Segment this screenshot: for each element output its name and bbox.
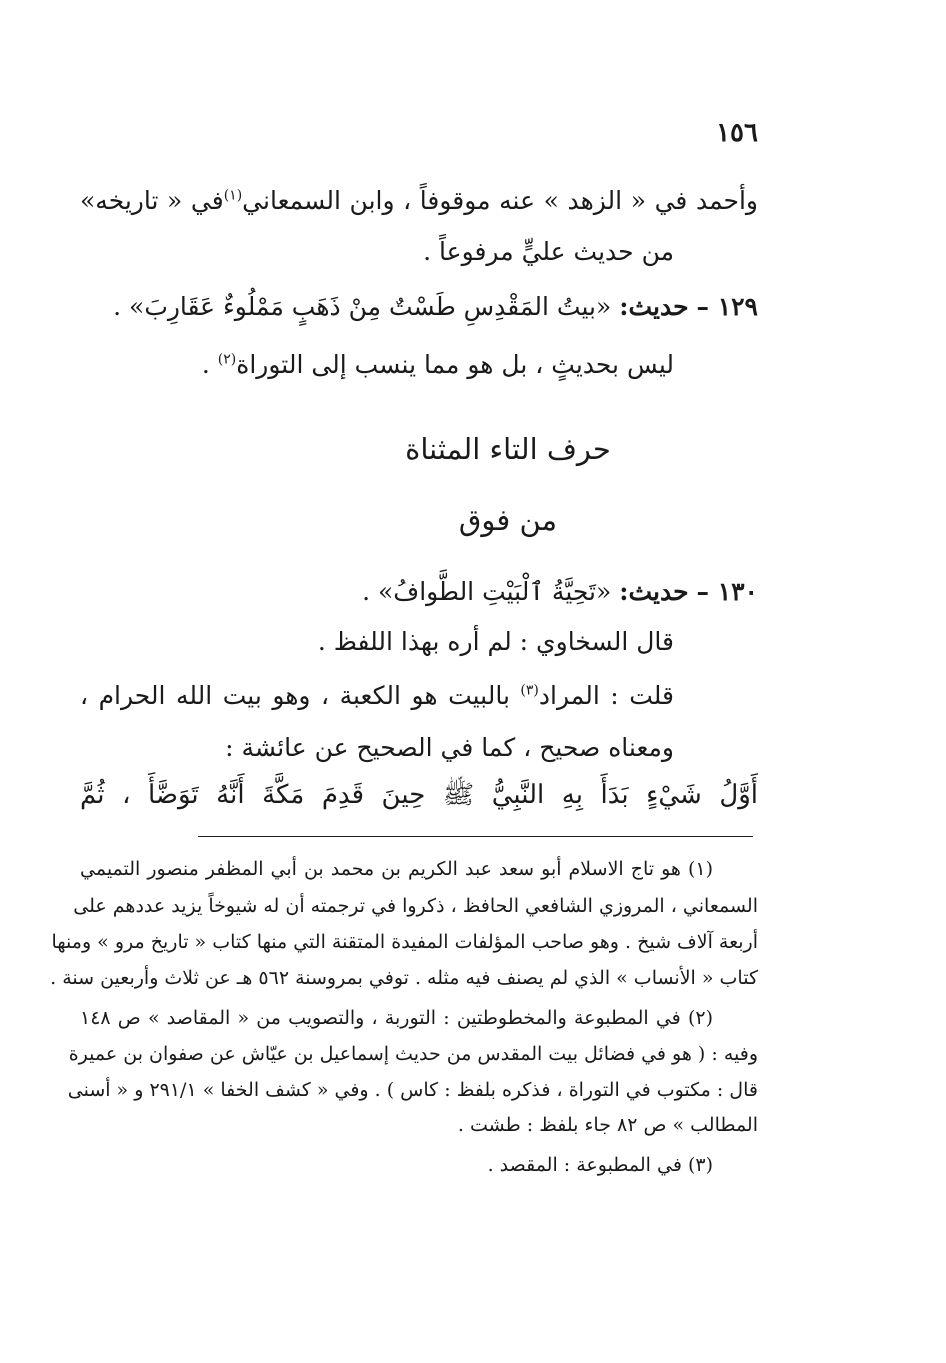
footnote-1-line-1: (١) هو تاج الاسلام أبو سعد عبد الكريم بن محمد بن أبي المظفر منصور التميمي bbox=[80, 858, 713, 880]
line-text-end: في « تاريخه» bbox=[80, 186, 224, 215]
text-line-1 bbox=[80, 186, 758, 215]
entry-label: حديث: bbox=[619, 292, 689, 321]
footnote-2-line-3: قال : مكتوب في التوراة ، فذكره بلفظ : كاس ) . وفي « كشف الخفا » ٢٩١/١ و « أسنى bbox=[67, 1079, 758, 1101]
footnote-1-line-3: أربعة آلاف شيخ . وهو صاحب المؤلفات المفيدة المتقنة التي منها كتاب « تاريخ مرو » ومنها bbox=[51, 931, 758, 953]
comment-end: . bbox=[201, 350, 218, 379]
page-number: ١٥٦ bbox=[716, 118, 758, 148]
footnote-1-line-2: السمعاني ، المروزي الشافعي الحافظ ، ذكروا في ترجمته أن له شيوخاً يزيد عددهم على bbox=[73, 895, 758, 917]
hadith-entry-130 bbox=[362, 577, 758, 606]
line-text: قلت : المراد bbox=[538, 681, 674, 710]
footnote-ref-2[interactable]: (٢) bbox=[217, 351, 237, 368]
entry-130-line-3: ومعناه صحيح ، كما في الصحيح عن عائشة : bbox=[225, 733, 674, 762]
footnote-2-line-1: (٢) في المطبوعة والمخطوطتين : التوربة ، والتصويب من « المقاصد » ص ١٤٨ bbox=[80, 1007, 713, 1029]
footnote-3-line-1: (٣) في المطبوعة : المقصد . bbox=[487, 1154, 713, 1176]
footnote-ref-3[interactable]: (٣) bbox=[520, 682, 539, 699]
section-heading: حرف التاء المثناة bbox=[405, 432, 611, 466]
section-subheading: من فوق bbox=[458, 503, 558, 537]
line-text-end: بالبيت هو الكعبة ، وهو بيت الله الحرام ، bbox=[80, 681, 521, 710]
footnote-divider bbox=[198, 836, 753, 837]
entry-129-comment bbox=[202, 350, 674, 379]
comment-text: ليس بحديثٍ ، بل هو مما ينسب إلى التوراة bbox=[236, 350, 674, 379]
entry-number: ١٢٩ – bbox=[696, 292, 758, 321]
entry-130-line-2 bbox=[80, 681, 674, 710]
footnote-2-line-2: وفيه : ( هو في فضائل بيت المقدس من حديث إسماعيل بن عيّاش عن صفوان بن عميرة bbox=[68, 1043, 758, 1065]
entry-130-line-4: أَوَّلُ شَيْءٍ بَدَأَ بِهِ النَّبِيُّ ﷺ حِينَ قَدِمَ مَكَّةَ أَنَّهُ تَوَضَّأَ ، ثُمَّ bbox=[80, 780, 758, 810]
footnote-1-line-4: كتاب « الأنساب » الذي لم يصنف فيه مثله . توفي بمروسنة ٥٦٢ هـ عن ثلاث وأربعين سنة . bbox=[50, 967, 758, 989]
footnote-ref-1[interactable]: (١) bbox=[223, 187, 243, 204]
footnote-2-line-4: المطالب » ص ٨٢ جاء بلفظ : طشت . bbox=[457, 1114, 758, 1136]
entry-130-line-1: قال السخاوي : لم أره بهذا اللفظ . bbox=[317, 627, 674, 656]
hadith-entry-129 bbox=[113, 292, 758, 321]
entry-label: حديث: bbox=[619, 577, 689, 606]
hadith-text: «بيتُ المَقْدِسِ طَسْتٌ مِنْ ذَهَبٍ مَمْلُوءٌ عَقَارِبَ» . bbox=[113, 292, 612, 321]
line-text: وأحمد في « الزهد » عنه موقوفاً ، وابن السمعاني bbox=[242, 186, 758, 215]
entry-number: ١٣٠ – bbox=[696, 577, 758, 606]
hadith-text: «تَحِيَّةُ ٱلْبَيْتِ الطَّوافُ» . bbox=[362, 577, 612, 606]
text-line-2: من حديث عليٍّ مرفوعاً . bbox=[423, 237, 674, 266]
